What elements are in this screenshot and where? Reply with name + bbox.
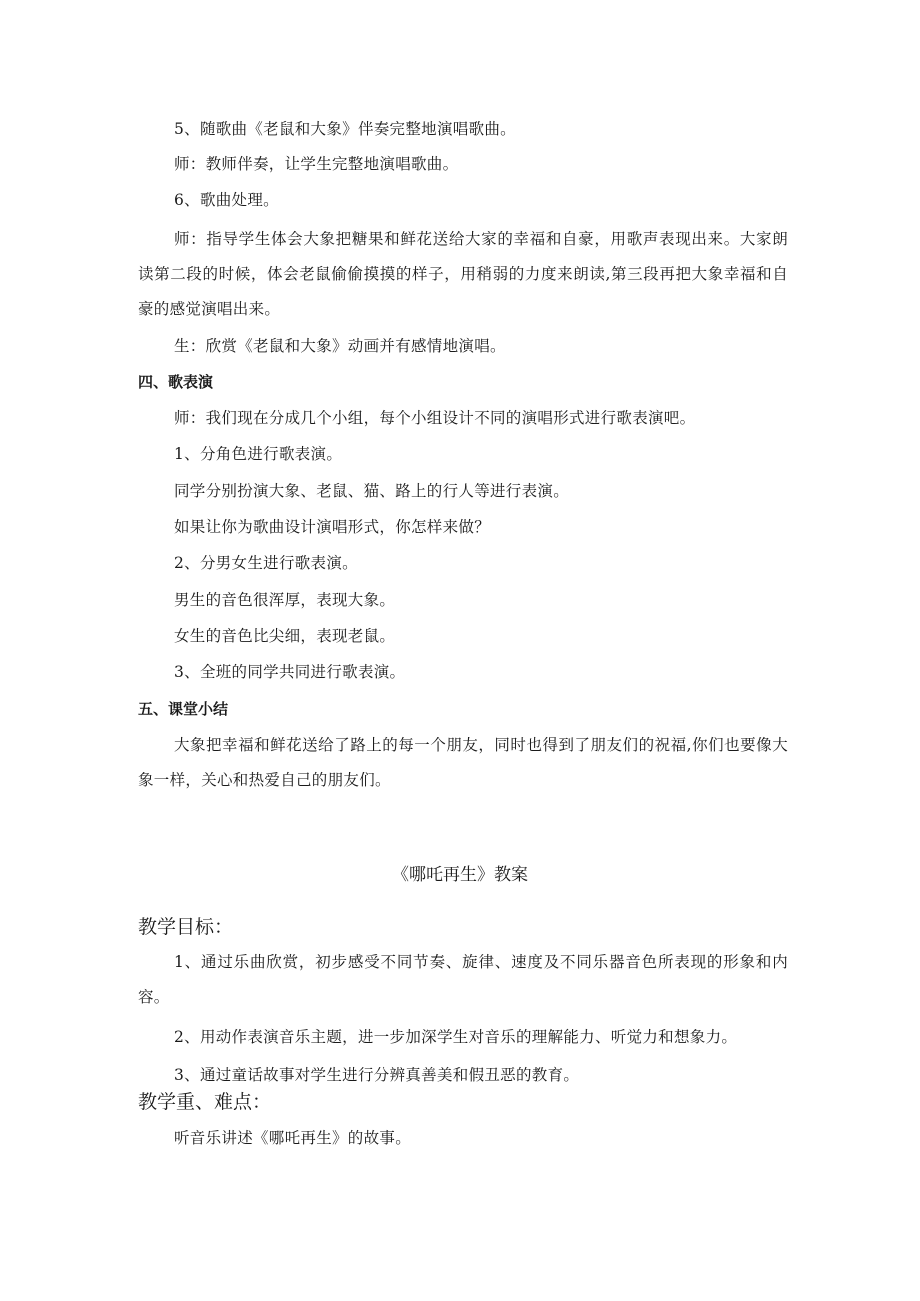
performance-item-1-desc: 同学分别扮演大象、老鼠、猫、路上的行人等进行表演。	[174, 482, 570, 500]
section-heading-performance: 四、歌表演	[138, 373, 214, 391]
student-line-6: 生：欣赏《老鼠和大象》动画并有感情地演唱。	[174, 337, 506, 355]
goal-3-text: 3、通过童话故事对学生进行分辨真善美和假丑恶的教育。	[174, 1066, 580, 1084]
summary-paragraph: 大象把幸福和鲜花送给了路上的每一个朋友，同时也得到了朋友们的祝福,你们也要像大象一样，关心和热爱自己的朋友们。	[138, 736, 788, 789]
lesson-plan-title: 《哪吒再生》教案	[392, 865, 528, 885]
performance-item-2: 2、分男女生进行歌表演。	[174, 554, 358, 572]
teacher-line-5: 师：教师伴奏，让学生完整地演唱歌曲。	[174, 155, 459, 173]
performance-item-1-question: 如果让你为歌曲设计演唱形式，你怎样来做？	[174, 518, 491, 536]
goal-1-text: 1、通过乐曲欣赏，初步感受不同节奏、旋律、速度及不同乐器音色所表现的形象和内容。	[138, 953, 788, 1006]
goal-2-text: 2、用动作表演音乐主题，进一步加深学生对音乐的理解能力、听觉力和想象力。	[174, 1028, 738, 1046]
key-points-label: 教学重、难点：	[138, 1091, 272, 1113]
step-5-text: 5、随歌曲《老鼠和大象》伴奏完整地演唱歌曲。	[174, 120, 516, 138]
performance-item-3: 3、全班的同学共同进行歌表演。	[174, 663, 406, 681]
teaching-goals-label: 教学目标：	[138, 916, 234, 938]
performance-item-2-male: 男生的音色很浑厚，表现大象。	[174, 591, 396, 609]
step-6-text: 6、歌曲处理。	[174, 191, 279, 209]
performance-item-1: 1、分角色进行歌表演。	[174, 445, 343, 463]
teacher-paragraph-6: 师：指导学生体会大象把糖果和鲜花送给大家的幸福和自豪，用歌声表现出来。大家朗读第二段的时候，体会老鼠偷偷摸摸的样子，用稍弱的力度来朗读,第三段再把大象幸福和自豪的感觉演唱出来。	[138, 230, 788, 318]
key-point-text: 听音乐讲述《哪吒再生》的故事。	[174, 1129, 412, 1147]
teacher-line-performance: 师：我们现在分成几个小组，每个小组设计不同的演唱形式进行歌表演吧。	[174, 409, 696, 427]
section-heading-summary: 五、课堂小结	[138, 700, 229, 718]
performance-item-2-female: 女生的音色比尖细，表现老鼠。	[174, 627, 396, 645]
